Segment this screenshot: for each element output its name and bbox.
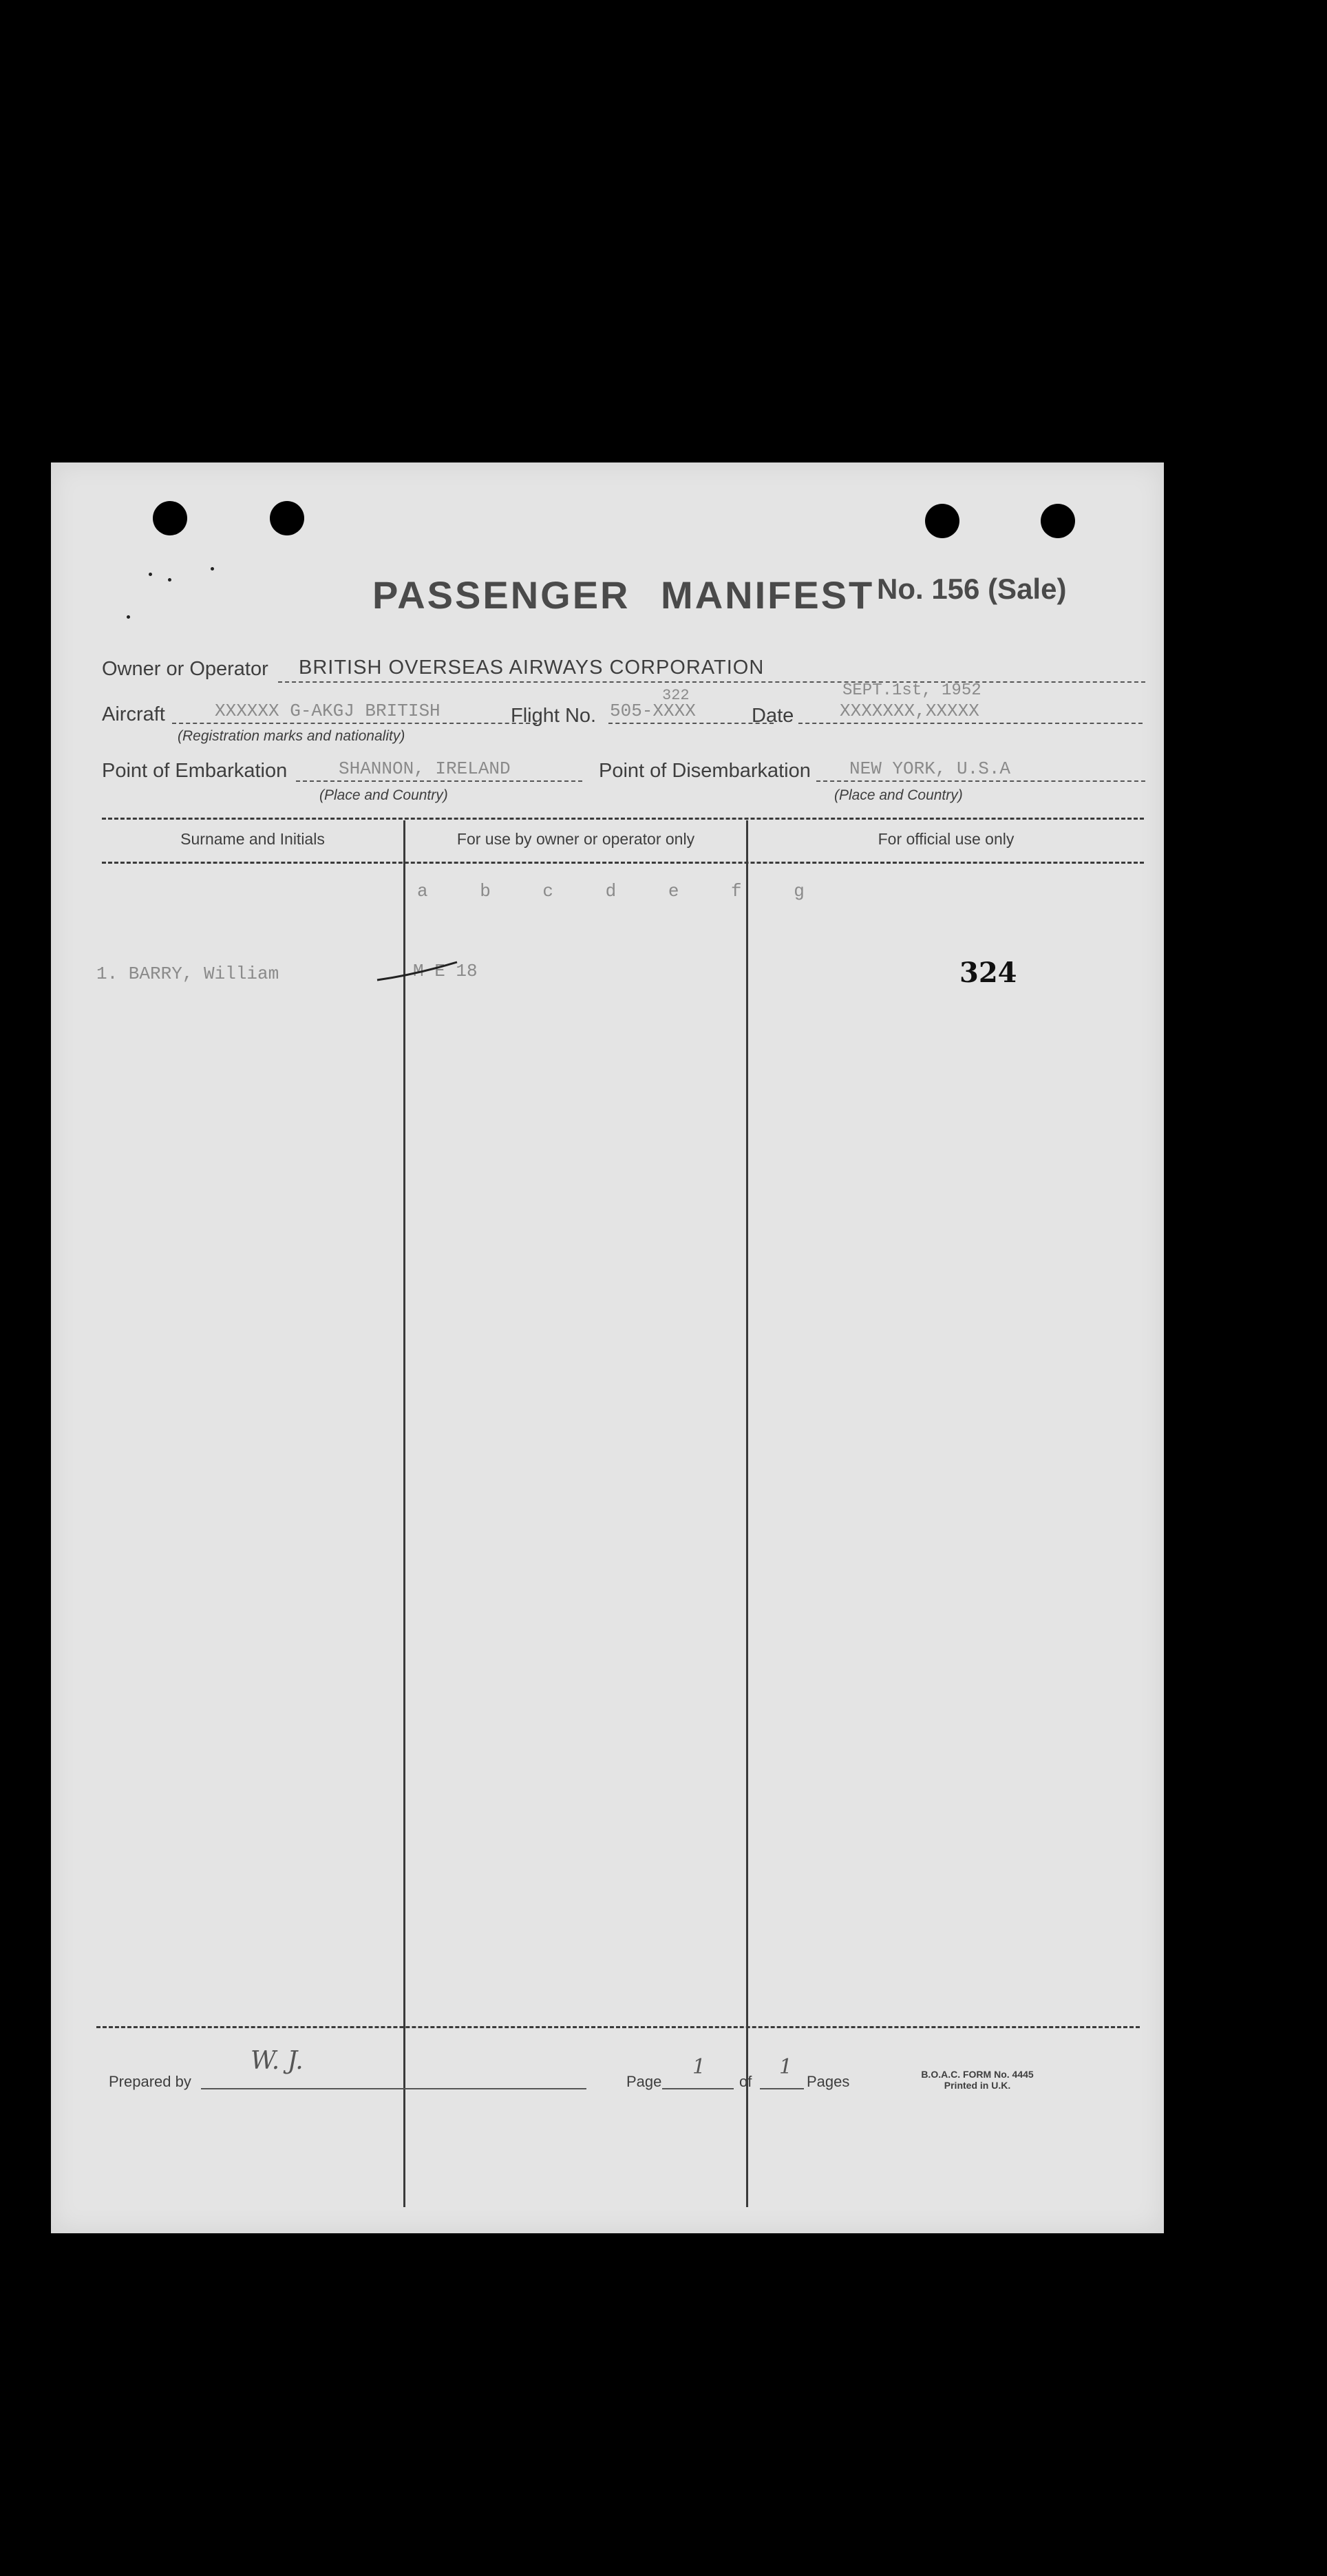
pages-count: 1: [779, 2055, 793, 2079]
form-reference-line1: B.O.A.C. FORM No. 4445: [921, 2069, 1034, 2080]
owner-underline: [278, 681, 1145, 683]
page-label: Page: [626, 2073, 662, 2090]
table-bottom-rule: [96, 2026, 1140, 2028]
pages-underline: [760, 2088, 804, 2089]
flight-underline: [608, 723, 774, 724]
table-header-rule: [102, 862, 1144, 864]
page-number: 1: [692, 2055, 706, 2079]
prepared-by-signature: W. J.: [251, 2047, 304, 2075]
date-underline: [798, 723, 1143, 724]
speck-mark: [211, 567, 214, 571]
embarkation-value: SHANNON, IRELAND: [339, 758, 511, 779]
pages-label: Pages: [807, 2073, 850, 2090]
disembarkation-label: Point of Disembarkation: [599, 760, 811, 782]
embarkation-label: Point of Embarkation: [102, 760, 288, 782]
manifest-document: [51, 462, 1164, 2233]
form-reference-line2: Printed in U.K.: [944, 2080, 1011, 2091]
date-value: XXXXXXX,XXXXX: [840, 701, 979, 721]
prepared-by-label: Prepared by: [109, 2073, 191, 2090]
aircraft-label: Aircraft: [102, 703, 165, 725]
aircraft-note: (Registration marks and nationality): [178, 728, 405, 744]
date-label: Date: [752, 705, 794, 727]
document-title: PASSENGER MANIFEST: [372, 573, 875, 617]
official-number: 324: [959, 957, 1017, 989]
flight-value: 505-XXXX: [610, 701, 696, 721]
operator-code-letters: a b c d e f g: [417, 881, 825, 902]
embarkation-note: (Place and Country): [319, 787, 448, 803]
punch-hole: [270, 501, 304, 535]
form-reference: [902, 2069, 1053, 2091]
of-label: of: [739, 2073, 752, 2090]
date-value-top: SEPT.1st, 1952: [842, 681, 981, 700]
speck-mark: [149, 573, 152, 576]
prepared-by-underline: [201, 2088, 586, 2089]
flight-value-top: 322: [662, 687, 690, 704]
column-header-operator: For use by owner or operator only: [456, 830, 695, 848]
aircraft-underline: [172, 723, 537, 724]
owner-label: Owner or Operator: [102, 658, 268, 680]
column-divider: [746, 820, 748, 2207]
owner-value: BRITISH OVERSEAS AIRWAYS CORPORATION: [299, 657, 765, 679]
form-number: No. 156 (Sale): [877, 573, 1067, 605]
aircraft-value: XXXXXX G-AKGJ BRITISH: [215, 701, 440, 721]
disembarkation-value: NEW YORK, U.S.A: [849, 758, 1011, 779]
page-underline: [662, 2088, 734, 2089]
disembarkation-underline: [816, 780, 1145, 782]
column-divider: [403, 820, 405, 2207]
disembarkation-note: (Place and Country): [834, 787, 963, 803]
punch-hole: [925, 504, 959, 538]
punch-hole: [153, 501, 187, 535]
table-top-rule: [102, 818, 1144, 820]
flight-label: Flight No.: [511, 705, 597, 727]
speck-mark: [168, 578, 171, 582]
strike-mark: [374, 957, 464, 984]
punch-hole: [1041, 504, 1075, 538]
column-header-surname: Surname and Initials: [180, 830, 325, 848]
passenger-name: 1. BARRY, William: [96, 964, 279, 984]
embarkation-underline: [296, 780, 582, 782]
passenger-codes: M E 18: [413, 961, 478, 981]
column-header-official: For official use only: [878, 830, 1015, 848]
speck-mark: [127, 615, 130, 619]
